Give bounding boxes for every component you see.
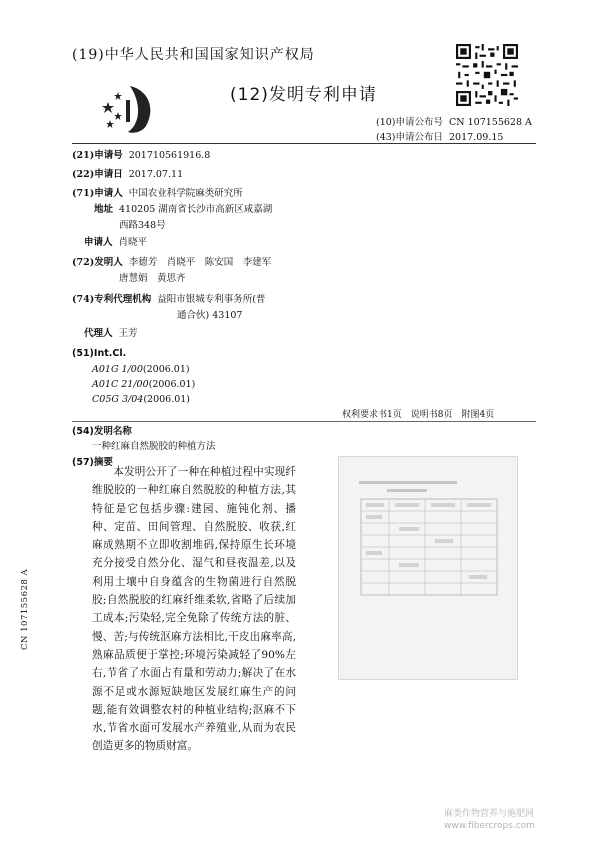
- agency-row: [72, 293, 265, 307]
- section-divider: [72, 421, 536, 422]
- side-publication-number: CN 107155628 A: [20, 568, 30, 650]
- page-counts: 权利要求书1页 说明书8页 附图4页: [342, 410, 495, 420]
- application-date-value: 2017.07.11: [128, 169, 184, 180]
- application-date-label: (22)申请日: [72, 169, 123, 180]
- inventors-line-1: 李德芳 肖晓平 陈安国 李建军: [128, 257, 272, 268]
- agent-row: [84, 327, 138, 341]
- ipc-header: [72, 347, 126, 361]
- applicant-label: (71)申请人: [72, 188, 123, 199]
- agency-line-1: 益阳市银城专利事务所(普: [157, 294, 266, 305]
- inventors-line-2: 唐慧娟 黄思齐: [119, 273, 186, 284]
- address-line-1: 410205 湖南省长沙市高新区咸嘉湖: [119, 204, 273, 215]
- invention-title: 一种红麻自然脱胶的种植方法: [92, 441, 216, 452]
- address-label: 地址: [94, 204, 114, 215]
- applicant-row: [72, 187, 243, 201]
- address-row: [94, 203, 272, 217]
- publication-number-label: (10)申请公布号: [376, 117, 444, 128]
- watermark-line-2: www.fibercrops.com: [444, 821, 535, 831]
- publication-number-row: [376, 114, 532, 128]
- agency-label: (74)专利代理机构: [72, 294, 152, 305]
- abstract-label: (57)摘要: [72, 457, 113, 468]
- second-applicant-name: 肖晓平: [118, 237, 148, 248]
- second-applicant-row: [84, 236, 147, 250]
- ipc-item: [92, 379, 195, 390]
- applicant-name: 中国农业科学院麻类研究所: [128, 188, 243, 199]
- address-line-2: 西路348号: [119, 220, 166, 231]
- publication-date-label: (43)申请公布日: [376, 132, 444, 143]
- agent-name: 王芳: [118, 328, 138, 339]
- qr-code-icon: [456, 44, 518, 106]
- ipc-item: [92, 364, 190, 375]
- header-divider: [72, 143, 536, 144]
- title-label: (54)发明名称: [72, 426, 132, 437]
- abstract-figure: [338, 456, 518, 680]
- watermark-line-1: 麻类作物营养与施肥网: [444, 809, 535, 819]
- ipc-code: A01C 21/00: [92, 379, 149, 390]
- abstract-text: 本发明公开了一种在种植过程中实现纤维脱胶的一种红麻自然脱胶的种植方法,其特征是它包括步骤:建园、施钝化剂、播种、定苗、田间管理、自然脱胶、收获,红麻成熟期不立即收割堆码,保持原生长环境充分接受自然分化、湿气和昼夜温差,以及利用土壤中自身蕴含的生物菌进行自然脱胶;自然脱胶的红麻纤维柔软,省略了后续加工成本;污染轻,完全免除了传统方法的脏、慢、苦;与传统沤麻方法相比,干皮出麻率高,熟麻品质便于掌控;环境污染减轻了90%左右,节省了水面占有量和劳动力;解决了在水源不足或水源短缺地区发展红麻生产的问题,能有效调整农村的种植业结构;沤麻不下水,节省水面可发展水产养殖业,从而为农民创造更多的物质财富。: [92, 466, 296, 753]
- agency-line-2: 通合伙) 43107: [177, 310, 243, 321]
- ipc-label: (51)Int.Cl.: [72, 348, 127, 359]
- cnipa-logo: [96, 82, 158, 134]
- agent-label: 代理人: [84, 328, 113, 339]
- application-number-value: 201710561916.8: [128, 150, 211, 161]
- application-number-row: [72, 149, 210, 163]
- second-applicant-label: 申请人: [84, 237, 113, 248]
- inventors-label: (72)发明人: [72, 257, 123, 268]
- ipc-item: [92, 394, 190, 405]
- document-type: (12)发明专利申请: [230, 85, 377, 105]
- ipc-code: A01G 1/00: [92, 364, 143, 375]
- ipc-code: C05G 3/04: [92, 394, 144, 405]
- application-date-row: [72, 168, 183, 182]
- site-watermark: [444, 808, 535, 832]
- inventors-row: [72, 256, 271, 270]
- publication-date-row: [376, 129, 503, 143]
- publication-number-value: CN 107155628 A: [449, 117, 532, 128]
- publication-date-value: 2017.09.15: [449, 132, 504, 143]
- figure-table-image: [339, 457, 517, 679]
- ipc-version: (2006.01): [142, 364, 190, 375]
- application-number-label: (21)申请号: [72, 150, 123, 161]
- title-label-row: [72, 425, 132, 439]
- office-name: (19)中华人民共和国国家知识产权局: [72, 47, 315, 63]
- ipc-version: (2006.01): [143, 394, 191, 405]
- ipc-version: (2006.01): [148, 379, 196, 390]
